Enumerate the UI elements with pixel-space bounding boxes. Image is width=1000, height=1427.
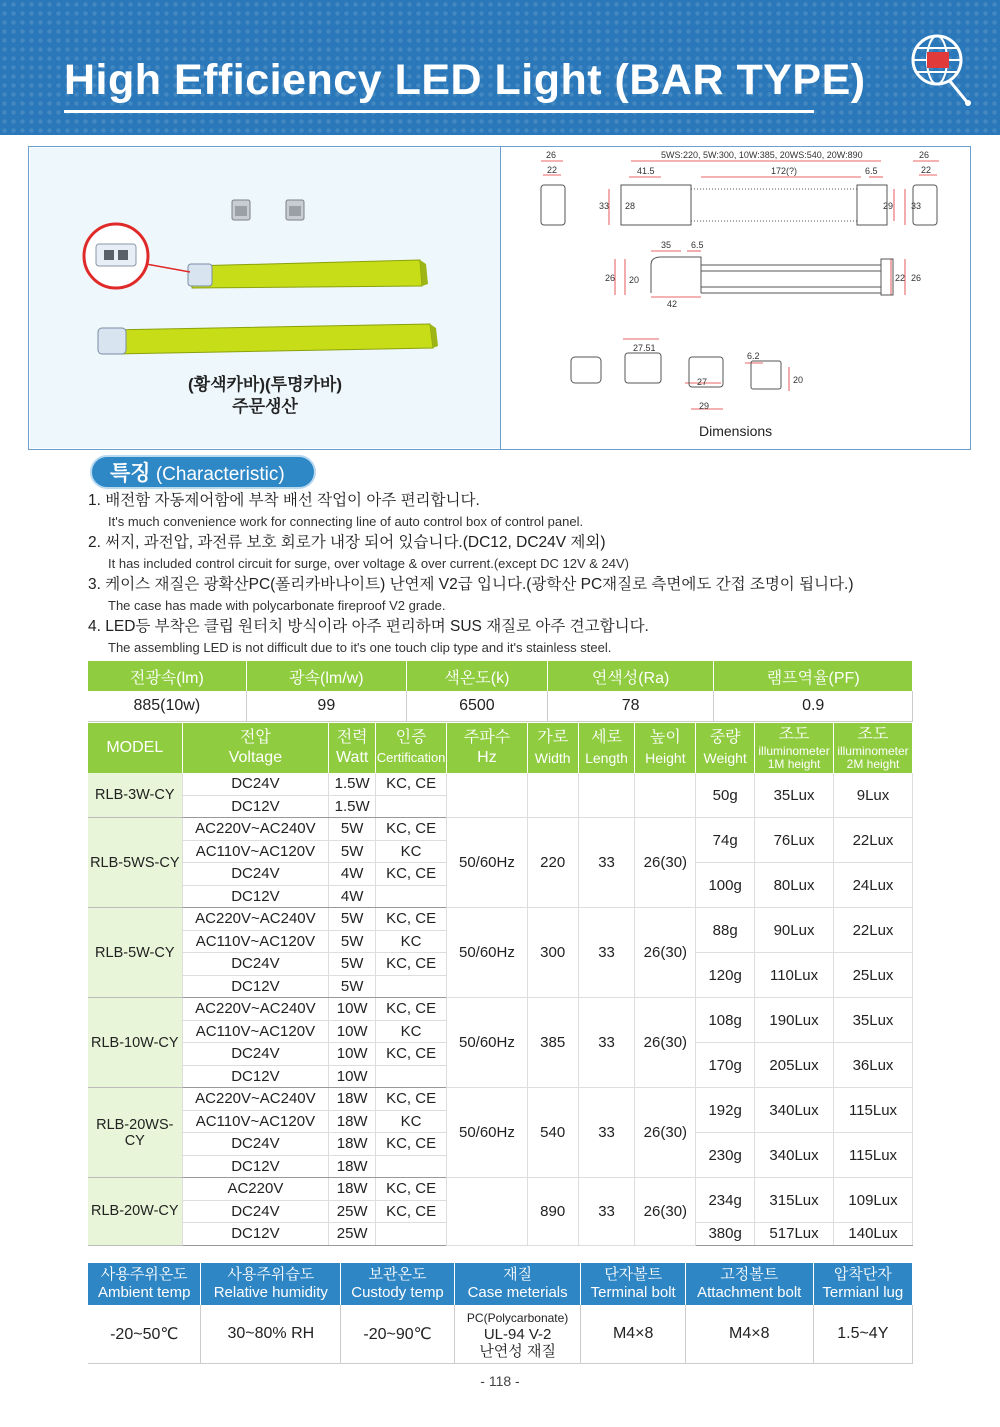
voltage-cell: AC220V <box>182 1178 329 1201</box>
lux1-cell: 517Lux <box>755 1223 834 1246</box>
optics-value: 99 <box>246 691 406 722</box>
material-line: 난연성 재질 <box>479 1342 556 1360</box>
dim-label: 26 <box>919 150 930 160</box>
env-header <box>581 1263 685 1305</box>
cert-cell <box>376 1065 447 1088</box>
dim-label: 33 <box>911 201 922 211</box>
lux1-cell: 110Lux <box>755 953 834 998</box>
width-cell <box>527 773 578 818</box>
voltage-cell: DC12V <box>182 1065 329 1088</box>
col-lux1 <box>755 723 834 773</box>
col-hz <box>447 723 528 773</box>
cert-cell: KC, CE <box>376 818 447 841</box>
length-cell: 33 <box>578 908 635 998</box>
clip-icon <box>232 200 250 220</box>
dim-label: 33 <box>599 201 610 211</box>
list-item <box>88 490 948 532</box>
voltage-cell: AC110V~AC120V <box>182 1020 329 1043</box>
dim-label: 26 <box>605 273 616 283</box>
watt-cell: 5W <box>329 975 376 998</box>
env-header <box>341 1263 455 1305</box>
char-ko: 3. 케이스 재질은 광확산PC(폴리카바나이트) 난연제 V2급 입니다.(광학산 PC재질로 측면에도 간접 조명이 됩니다.) <box>88 576 854 593</box>
watt-ko: 전력 <box>336 729 368 746</box>
voltage-cell: DC12V <box>182 795 329 818</box>
cert-cell: KC, CE <box>376 953 447 976</box>
watt-cell: 1.5W <box>329 795 376 818</box>
watt-cell: 18W <box>329 1178 376 1201</box>
weight-ko: 중량 <box>709 728 741 746</box>
environment-table <box>88 1263 913 1364</box>
spec-table-body <box>88 773 913 1245</box>
weight-cell: 108g <box>696 998 755 1043</box>
lux2-cell: 24Lux <box>834 863 913 908</box>
lux1-en1: illuminometer <box>758 744 830 758</box>
hz-en: Hz <box>477 749 497 766</box>
material-line: UL-94 V-2 <box>483 1325 552 1343</box>
dim-label: 22 <box>895 273 906 283</box>
page-title: High Efficiency LED Light (BAR TYPE) <box>64 56 866 104</box>
led-bar-bottom <box>98 324 438 354</box>
lux2-cell: 22Lux <box>834 908 913 953</box>
env-header-en: Termianl lug <box>822 1284 904 1301</box>
voltage-en: Voltage <box>228 749 283 766</box>
watt-cell: 5W <box>329 818 376 841</box>
width-ko: 가로 <box>537 728 569 746</box>
table-row <box>88 1088 913 1111</box>
dim-label: 27.51 <box>633 343 656 353</box>
cert-cell: KC, CE <box>376 908 447 931</box>
optics-value: 6500 <box>406 691 547 722</box>
weight-cell: 234g <box>696 1178 755 1223</box>
title-underline <box>64 110 814 113</box>
lux2-cell: 35Lux <box>834 998 913 1043</box>
dim-label: 42 <box>667 299 678 309</box>
voltage-cell: DC24V <box>182 773 329 795</box>
dim-label: 29 <box>699 401 710 411</box>
hz-cell: 50/60Hz <box>447 908 528 998</box>
lux1-cell: 205Lux <box>755 1043 834 1088</box>
voltage-cell: DC24V <box>182 1200 329 1223</box>
char-ko: 4. LED등 부착은 클립 원터치 방식이라 아주 편리하며 SUS 재질로 아주 견고합니다. <box>88 618 649 635</box>
hz-cell: 50/60Hz <box>447 998 528 1088</box>
watt-cell: 1.5W <box>329 773 376 795</box>
hz-ko: 주파수 <box>463 729 511 746</box>
cert-cell: KC <box>376 840 447 863</box>
watt-en: Watt <box>336 749 369 766</box>
lux1-cell: 340Lux <box>755 1133 834 1178</box>
photo-caption-color: (황색카바)(투명카바) <box>187 375 343 394</box>
dim-label: 41.5 <box>637 166 655 176</box>
table-row <box>88 818 913 841</box>
env-header-en: Ambient temp <box>97 1284 191 1301</box>
env-header-en: Terminal bolt <box>590 1284 676 1301</box>
col-cert <box>376 723 447 773</box>
cert-cell: KC, CE <box>376 1178 447 1201</box>
watt-cell: 18W <box>329 1110 376 1133</box>
model-cell: RLB-10W-CY <box>88 998 182 1088</box>
dim-label: 172(?) <box>771 166 798 176</box>
lux2-cell: 9Lux <box>834 773 913 818</box>
voltage-cell: DC24V <box>182 1133 329 1156</box>
model-cell: RLB-20W-CY <box>88 1178 182 1246</box>
voltage-cell: AC220V~AC240V <box>182 1088 329 1111</box>
env-header <box>454 1263 581 1305</box>
col-width <box>527 723 578 773</box>
env-header-ko: 사용주위온도 <box>100 1266 188 1283</box>
table-row <box>88 773 913 795</box>
weight-cell: 192g <box>696 1088 755 1133</box>
lux2-cell: 109Lux <box>834 1178 913 1223</box>
dim-label: 5WS:220, 5W:300, 10W:385, 20WS:540, 20W:890 <box>661 150 863 160</box>
weight-cell: 74g <box>696 818 755 863</box>
optics-value: 78 <box>547 691 714 722</box>
material-line: PC(Polycarbonate) <box>466 1310 569 1325</box>
lux1-cell: 315Lux <box>755 1178 834 1223</box>
length-en: Length <box>585 749 628 766</box>
end-cap-zoom <box>84 224 190 288</box>
cert-cell: KC <box>376 1110 447 1133</box>
watt-cell: 10W <box>329 998 376 1021</box>
height-cell: 26(30) <box>635 1088 696 1178</box>
voltage-cell: AC220V~AC240V <box>182 998 329 1021</box>
table-row <box>88 998 913 1021</box>
char-en: It has included control circuit for surge, over voltage & over current.(except DC 12V & 24V) <box>108 556 629 571</box>
height-cell: 26(30) <box>635 908 696 998</box>
hz-cell: 50/60Hz <box>447 818 528 908</box>
weight-en: Weight <box>703 749 747 766</box>
characteristic-badge <box>90 455 316 489</box>
height-ko: 높이 <box>649 728 681 746</box>
length-cell: 33 <box>578 818 635 908</box>
width-cell: 300 <box>527 908 578 998</box>
env-value: -20~50℃ <box>88 1305 201 1364</box>
dim-label: 6.5 <box>691 240 704 250</box>
voltage-cell: AC220V~AC240V <box>182 818 329 841</box>
height-cell <box>635 773 696 818</box>
characteristic-title-en: (Characteristic) <box>155 464 285 485</box>
length-cell: 33 <box>578 1178 635 1246</box>
env-header <box>88 1263 201 1305</box>
col-height <box>635 723 696 773</box>
width-cell: 540 <box>527 1088 578 1178</box>
cert-cell <box>376 1155 447 1178</box>
env-value: M4×8 <box>581 1305 685 1364</box>
photo-caption-order: 주문생산 <box>232 397 298 416</box>
list-item <box>88 616 948 658</box>
env-value: -20~90℃ <box>341 1305 455 1364</box>
dim-label: 35 <box>661 240 672 250</box>
optics-header: 램프역율(PF) <box>714 661 913 691</box>
width-cell: 385 <box>527 998 578 1088</box>
cert-cell: KC, CE <box>376 863 447 886</box>
cert-cell: KC, CE <box>376 1043 447 1066</box>
env-header <box>813 1263 912 1305</box>
voltage-cell: AC110V~AC120V <box>182 1110 329 1133</box>
cert-ko: 인증 <box>395 729 427 746</box>
lux1-cell: 80Lux <box>755 863 834 908</box>
dim-label: 6.5 <box>865 166 878 176</box>
table-row <box>88 1178 913 1201</box>
watt-cell: 25W <box>329 1200 376 1223</box>
height-cell: 26(30) <box>635 998 696 1088</box>
col-length <box>578 723 635 773</box>
cert-cell: KC, CE <box>376 998 447 1021</box>
char-en: It's much convenience work for connecting line of auto control box of control panel. <box>108 514 584 529</box>
voltage-cell: AC110V~AC120V <box>182 930 329 953</box>
lux1-cell: 190Lux <box>755 998 834 1043</box>
cert-cell: KC, CE <box>376 1200 447 1223</box>
col-voltage <box>182 723 329 773</box>
length-cell: 33 <box>578 998 635 1088</box>
lux2-cell: 140Lux <box>834 1223 913 1246</box>
char-ko: 1. 배전함 자동제어함에 부착 배선 작업이 아주 편리합니다. <box>88 492 480 509</box>
lux1-cell: 35Lux <box>755 773 834 818</box>
width-en: Width <box>534 749 571 766</box>
clip-icon <box>286 200 304 220</box>
dimensions-caption: Dimensions <box>699 423 773 439</box>
model-cell: RLB-5WS-CY <box>88 818 182 908</box>
env-header <box>685 1263 813 1305</box>
lux2-cell: 25Lux <box>834 953 913 998</box>
env-header-ko: 단자볼트 <box>604 1266 663 1283</box>
height-cell: 26(30) <box>635 818 696 908</box>
char-en: The assembling LED is not difficult due to it's one touch clip type and it's stainless steel. <box>108 640 612 655</box>
env-material <box>454 1305 581 1364</box>
list-item <box>88 574 948 616</box>
cert-cell: KC <box>376 930 447 953</box>
env-header-ko: 압착단자 <box>833 1266 892 1283</box>
col-watt <box>329 723 376 773</box>
list-item <box>88 532 948 574</box>
optics-value: 0.9 <box>714 691 913 722</box>
cert-cell <box>376 885 447 908</box>
weight-cell: 170g <box>696 1043 755 1088</box>
cert-cell <box>376 1223 447 1246</box>
lux1-cell: 90Lux <box>755 908 834 953</box>
lux2-cell: 115Lux <box>834 1088 913 1133</box>
dim-label: 28 <box>625 201 636 211</box>
watt-cell: 18W <box>329 1088 376 1111</box>
characteristic-list <box>88 490 948 658</box>
model-cell: RLB-20WS-CY <box>88 1088 182 1178</box>
voltage-cell: DC24V <box>182 1043 329 1066</box>
length-cell <box>578 773 635 818</box>
env-header-en: Custody temp <box>351 1284 444 1301</box>
watt-cell: 18W <box>329 1133 376 1156</box>
watt-cell: 18W <box>329 1155 376 1178</box>
weight-cell: 100g <box>696 863 755 908</box>
lux2-en2: 2M height <box>846 757 900 771</box>
optics-table <box>88 661 913 722</box>
lux1-en2: 1M height <box>767 757 821 771</box>
page-header <box>0 0 1000 135</box>
weight-cell: 88g <box>696 908 755 953</box>
length-ko: 세로 <box>591 728 622 746</box>
env-header-en: Relative humidity <box>213 1284 328 1301</box>
dim-label: 22 <box>921 165 932 175</box>
col-lux2 <box>834 723 913 773</box>
led-bar-top <box>188 260 428 288</box>
spec-table <box>88 723 913 1246</box>
table-row <box>88 908 913 931</box>
cert-cell: KC, CE <box>376 1133 447 1156</box>
optics-header: 전광속(lm) <box>88 661 246 691</box>
cert-cell: KC, CE <box>376 1088 447 1111</box>
voltage-cell: DC12V <box>182 885 329 908</box>
optics-header: 연색성(Ra) <box>547 661 714 691</box>
col-model: MODEL <box>88 723 182 773</box>
dim-label: 6.2 <box>747 351 760 361</box>
height-cell: 26(30) <box>635 1178 696 1246</box>
weight-cell: 230g <box>696 1133 755 1178</box>
width-cell: 890 <box>527 1178 578 1246</box>
lux1-cell: 76Lux <box>755 818 834 863</box>
cert-cell <box>376 975 447 998</box>
model-cell: RLB-3W-CY <box>88 773 182 818</box>
lux2-ko: 조도 <box>857 726 889 743</box>
env-header-ko: 고정볼트 <box>720 1266 779 1283</box>
dim-label: 26 <box>546 150 557 160</box>
watt-cell: 5W <box>329 908 376 931</box>
watt-cell: 5W <box>329 840 376 863</box>
voltage-cell: DC12V <box>182 1223 329 1246</box>
voltage-cell: DC12V <box>182 975 329 998</box>
dim-label: 29 <box>883 201 894 211</box>
lux2-cell: 22Lux <box>834 818 913 863</box>
optics-value: 885(10w) <box>88 691 246 722</box>
page-number: - 118 - <box>480 1373 520 1389</box>
voltage-cell: AC110V~AC120V <box>182 840 329 863</box>
optics-header: 광속(lm/w) <box>246 661 406 691</box>
watt-cell: 10W <box>329 1043 376 1066</box>
product-frame <box>28 146 971 450</box>
led-bar-illustration <box>30 148 500 368</box>
env-header-en: Attachment bolt <box>697 1284 802 1301</box>
hz-cell <box>447 1178 528 1246</box>
product-photo <box>30 148 500 448</box>
dim-label: 27 <box>697 377 708 387</box>
env-header <box>201 1263 341 1305</box>
cert-cell: KC, CE <box>376 773 447 795</box>
watt-cell: 25W <box>329 1223 376 1246</box>
globe-logo-icon <box>905 28 975 108</box>
lux1-ko: 조도 <box>778 726 810 743</box>
cert-en: Certification <box>376 750 446 765</box>
char-ko: 2. 써지, 과전압, 과전류 보호 회로가 내장 되어 있습니다.(DC12, DC24V 제외) <box>88 534 606 551</box>
env-header-ko: 보관온도 <box>368 1266 427 1283</box>
weight-cell: 120g <box>696 953 755 998</box>
env-value: M4×8 <box>685 1305 813 1364</box>
model-cell: RLB-5W-CY <box>88 908 182 998</box>
watt-cell: 5W <box>329 930 376 953</box>
voltage-cell: DC12V <box>182 1155 329 1178</box>
width-cell: 220 <box>527 818 578 908</box>
dim-label: 20 <box>793 375 804 385</box>
col-weight <box>696 723 755 773</box>
optics-header: 색온도(k) <box>406 661 547 691</box>
hz-cell: 50/60Hz <box>447 1088 528 1178</box>
characteristic-title-ko: 특징 <box>110 462 151 485</box>
height-en: Height <box>645 749 686 766</box>
lux2-cell: 36Lux <box>834 1043 913 1088</box>
voltage-ko: 전압 <box>239 729 271 746</box>
env-header-ko: 재질 <box>503 1266 533 1283</box>
voltage-cell: AC220V~AC240V <box>182 908 329 931</box>
dimension-drawing <box>501 147 971 417</box>
dim-label: 20 <box>629 275 640 285</box>
watt-cell: 4W <box>329 863 376 886</box>
cert-cell <box>376 795 447 818</box>
length-cell: 33 <box>578 1088 635 1178</box>
env-header-ko: 사용주위습도 <box>227 1266 315 1283</box>
hz-cell <box>447 773 528 818</box>
env-header-en: Case meterials <box>467 1284 568 1301</box>
voltage-cell: DC24V <box>182 953 329 976</box>
dim-label: 22 <box>547 165 558 175</box>
watt-cell: 10W <box>329 1020 376 1043</box>
watt-cell: 10W <box>329 1065 376 1088</box>
env-value: 30~80% RH <box>201 1305 341 1364</box>
cert-cell: KC <box>376 1020 447 1043</box>
dim-label: 26 <box>911 273 922 283</box>
voltage-cell: DC24V <box>182 863 329 886</box>
watt-cell: 5W <box>329 953 376 976</box>
watt-cell: 4W <box>329 885 376 908</box>
env-value: 1.5~4Y <box>813 1305 912 1364</box>
lux2-en1: illuminometer <box>837 744 909 758</box>
weight-cell: 50g <box>696 773 755 818</box>
char-en: The case has made with polycarbonate fireproof V2 grade. <box>108 598 446 613</box>
lux1-cell: 340Lux <box>755 1088 834 1133</box>
lux2-cell: 115Lux <box>834 1133 913 1178</box>
weight-cell: 380g <box>696 1223 755 1246</box>
